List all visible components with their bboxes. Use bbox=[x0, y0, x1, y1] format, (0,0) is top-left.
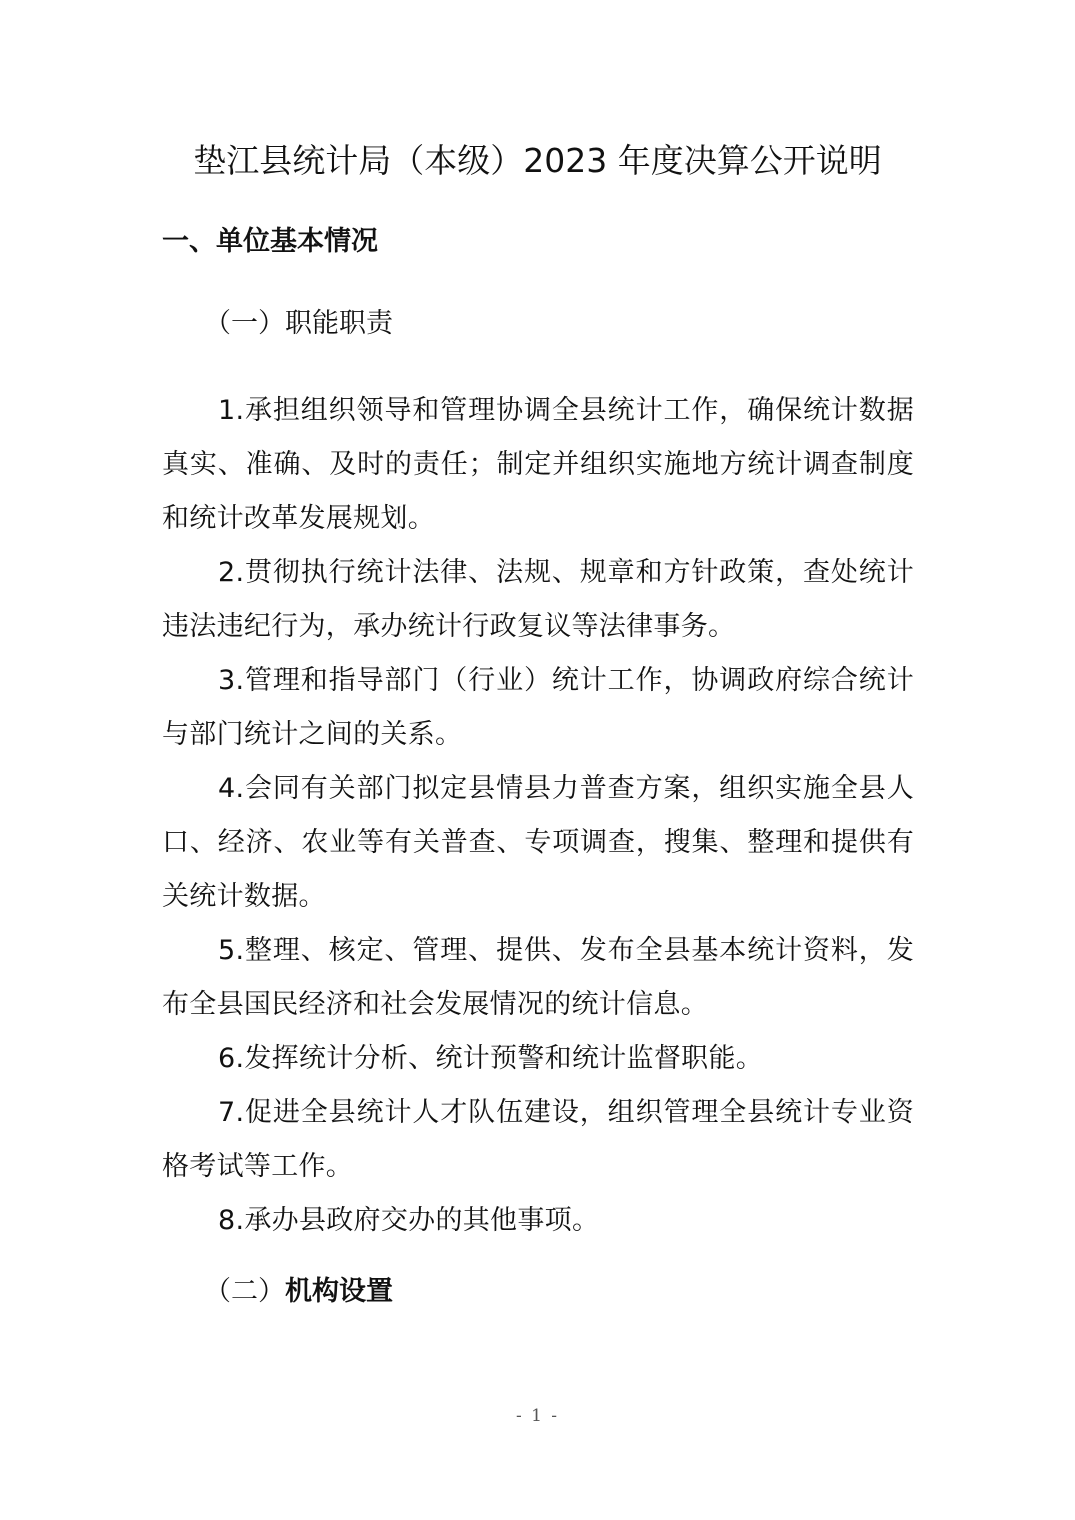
subsection-number: （二） bbox=[204, 1276, 285, 1307]
subsection-title: 机构设置 bbox=[285, 1276, 393, 1307]
duty-item: 5.整理、核定、管理、提供、发布全县基本统计资料，发布全县国民经济和社会发展情况的统计信息。 bbox=[162, 935, 914, 1020]
duties-list bbox=[162, 384, 914, 1248]
duty-item: 4.会同有关部门拟定县情县力普查方案，组织实施全县人口、经济、农业等有关普查、专项调查，搜集、整理和提供有关统计数据。 bbox=[162, 773, 914, 912]
document-title: 垫江县统计局（本级）2023 年度决算公开说明 bbox=[193, 141, 882, 180]
section-heading-basic-info: 一、单位基本情况 bbox=[162, 226, 378, 257]
duty-item: 7.促进全县统计人才队伍建设，组织管理全县统计专业资格考试等工作。 bbox=[162, 1097, 914, 1182]
duty-item: 2.贯彻执行统计法律、法规、规章和方针政策，查处统计违法违纪行为，承办统计行政复议等法律事务。 bbox=[162, 557, 914, 642]
duty-item: 1.承担组织领导和管理协调全县统计工作，确保统计数据真实、准确、及时的责任；制定并组织实施地方统计调查制度和统计改革发展规划。 bbox=[162, 395, 914, 534]
page-number: - 1 - bbox=[515, 1406, 560, 1426]
subsection-heading-organization bbox=[204, 1270, 393, 1314]
duty-item: 8.承办县政府交办的其他事项。 bbox=[218, 1205, 600, 1236]
subsection-heading-duties: （一）职能职责 bbox=[204, 308, 393, 339]
duty-item: 6.发挥统计分析、统计预警和统计监督职能。 bbox=[218, 1043, 764, 1074]
duty-item: 3.管理和指导部门（行业）统计工作，协调政府综合统计与部门统计之间的关系。 bbox=[162, 665, 914, 750]
